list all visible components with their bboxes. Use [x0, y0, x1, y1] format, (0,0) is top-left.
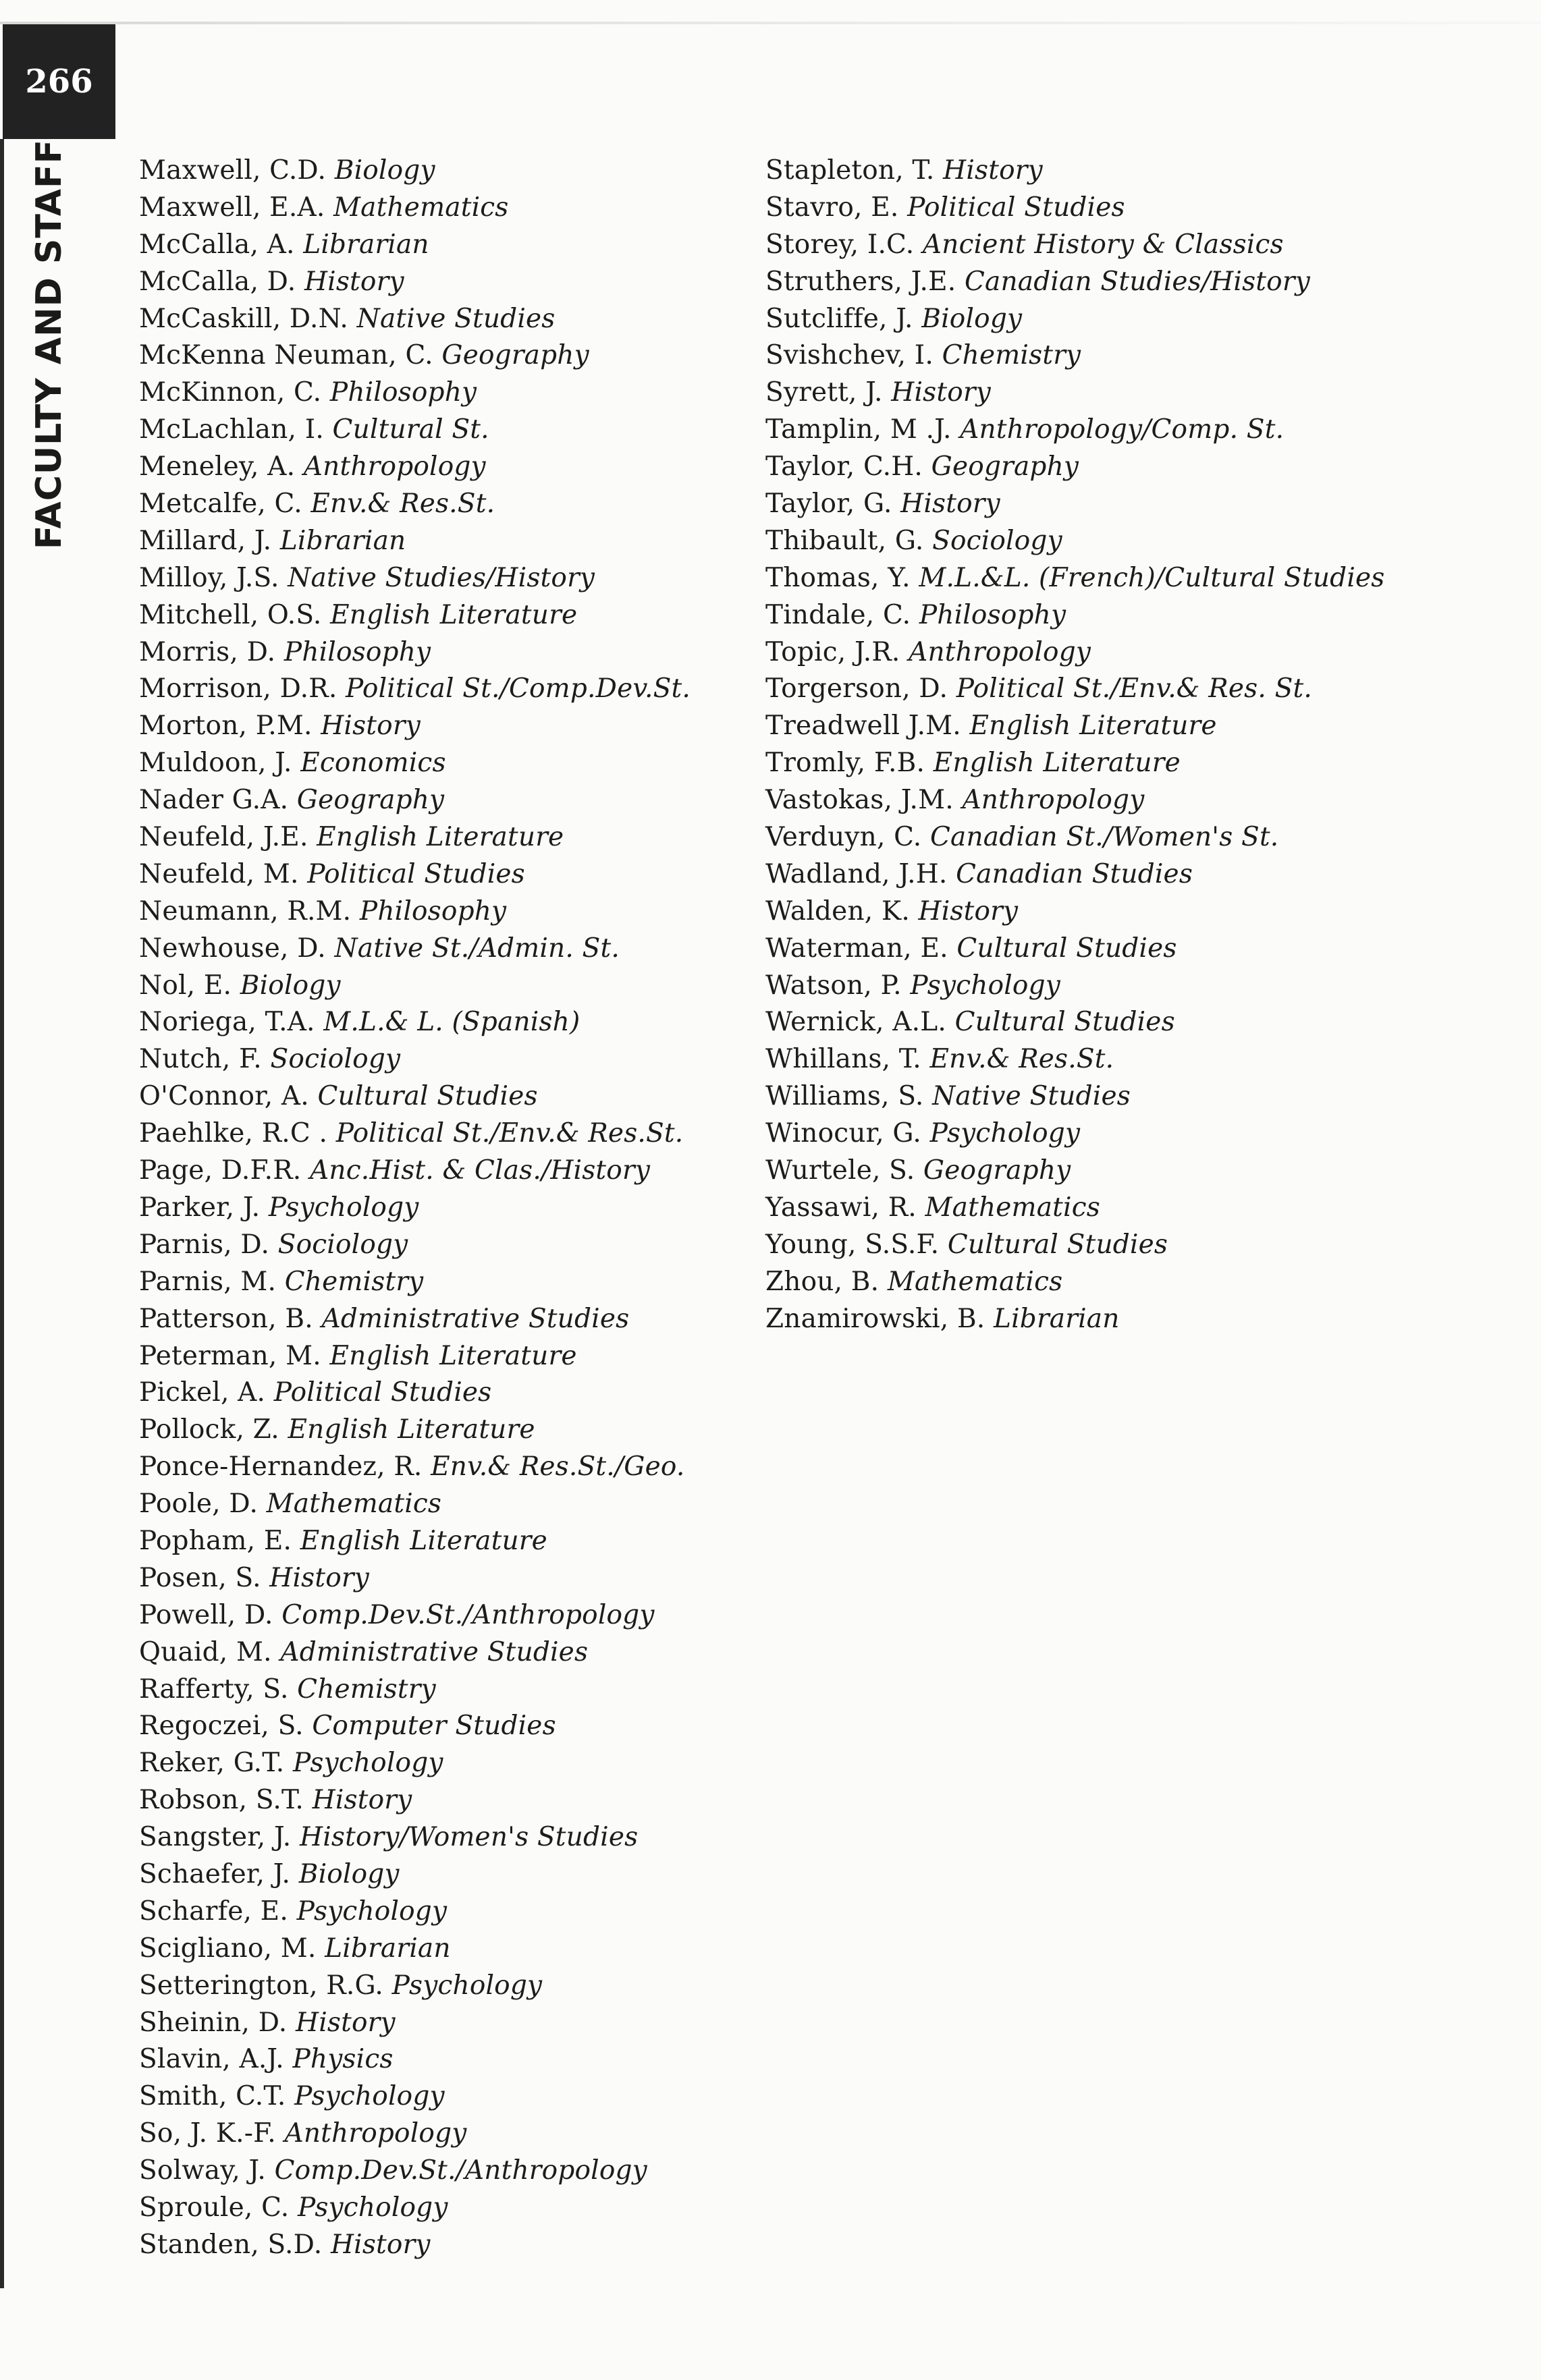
directory-entry	[139, 782, 747, 819]
entry-name: Pollock, Z.	[139, 1414, 279, 1445]
entry-name: Syrett, J.	[765, 377, 883, 408]
directory-entry	[765, 1115, 1440, 1153]
entry-name: Whillans, T.	[765, 1044, 921, 1075]
entry-name: Tindale, C.	[765, 599, 911, 630]
entry-name: Neufeld, M.	[139, 858, 299, 889]
directory-entry	[139, 1486, 747, 1523]
entry-department: Canadian Studies/History	[964, 266, 1310, 297]
entry-department: English Literature	[969, 711, 1217, 742]
directory-entry	[139, 2041, 747, 2078]
directory-entry	[765, 968, 1440, 1005]
entry-name: Wernick, A.L.	[765, 1007, 946, 1038]
entry-department: English Literature	[288, 1414, 535, 1445]
directory-entry	[139, 1708, 747, 1745]
directory-column-right	[765, 153, 1440, 1338]
entry-name: Znamirowski, B.	[765, 1303, 985, 1334]
directory-entry	[139, 968, 747, 1005]
entry-name: Page, D.F.R.	[139, 1155, 302, 1186]
entry-name: Powell, D.	[139, 1599, 273, 1630]
directory-entry	[765, 264, 1440, 301]
entry-name: Solway, J.	[139, 2155, 266, 2186]
entry-name: Sheinin, D.	[139, 2007, 288, 2038]
directory-entry	[139, 1338, 747, 1375]
entry-name: McCaskill, D.N.	[139, 303, 349, 334]
entry-department: Psychology	[297, 2192, 448, 2223]
entry-name: Storey, I.C.	[765, 229, 915, 260]
entry-department: Native Studies/History	[288, 562, 595, 593]
directory-entry	[765, 1078, 1440, 1115]
directory-entry	[139, 523, 747, 560]
entry-name: Wurtele, S.	[765, 1155, 915, 1186]
entry-name: Smith, C.T.	[139, 2081, 286, 2112]
entry-department: M.L.&L. (French)/Cultural Studies	[919, 562, 1385, 593]
entry-name: Vastokas, J.M.	[765, 785, 954, 816]
directory-entry	[139, 1671, 747, 1709]
directory-entry	[139, 264, 747, 301]
directory-entry	[765, 190, 1440, 227]
entry-name: McKenna Neuman, C.	[139, 340, 433, 371]
entry-name: Robson, S.T.	[139, 1785, 304, 1816]
page-number: 266	[25, 63, 93, 101]
directory-entry	[765, 375, 1440, 412]
entry-department: Anthropology	[962, 785, 1145, 816]
entry-name: Thomas, Y.	[765, 562, 911, 593]
entry-department: Librarian	[994, 1303, 1120, 1334]
entry-name: Parnis, D.	[139, 1229, 270, 1260]
entry-department: Geography	[441, 340, 589, 371]
section-side-label	[12, 138, 86, 550]
entry-name: Walden, K.	[765, 895, 910, 926]
directory-entry	[139, 449, 747, 486]
entry-name: Taylor, C.H.	[765, 451, 923, 482]
entry-department: Cultural Studies	[317, 1081, 538, 1112]
directory-entry	[765, 486, 1440, 523]
entry-name: Parker, J.	[139, 1192, 261, 1223]
page-number-tab	[3, 24, 115, 139]
entry-department: Biology	[921, 303, 1023, 334]
entry-name: Reker, G.T.	[139, 1748, 285, 1779]
entry-name: Noriega, T.A.	[139, 1007, 315, 1038]
entry-department: History	[330, 2229, 431, 2260]
entry-name: Parnis, M.	[139, 1266, 277, 1297]
entry-department: Mathematics	[266, 1489, 442, 1520]
entry-department: History	[321, 711, 421, 742]
entry-name: Wadland, J.H.	[765, 858, 948, 889]
directory-entry	[765, 1004, 1440, 1041]
entry-name: Meneley, A.	[139, 451, 296, 482]
directory-entry	[765, 449, 1440, 486]
entry-name: Topic, J.R.	[765, 636, 900, 667]
entry-department: Political Studies	[307, 858, 525, 889]
directory-entry	[139, 1819, 747, 1856]
entry-department: Cultural St.	[332, 414, 489, 445]
entry-department: Physics	[292, 2044, 394, 2075]
directory-entry	[139, 337, 747, 375]
entry-name: Struthers, J.E.	[765, 266, 956, 297]
entry-name: Neufeld, J.E.	[139, 822, 308, 853]
entry-department: Anthropology	[303, 451, 486, 482]
directory-entry	[765, 931, 1440, 968]
entry-department: Librarian	[279, 525, 406, 556]
directory-entry	[765, 819, 1440, 856]
entry-department: M.L.& L. (Spanish)	[323, 1007, 580, 1038]
entry-name: Tamplin, M .J.	[765, 414, 952, 445]
directory-entry	[139, 1597, 747, 1634]
directory-entry	[139, 2005, 747, 2042]
directory-entry	[139, 1449, 747, 1486]
entry-department: Computer Studies	[312, 1711, 556, 1742]
entry-department: Canadian Studies	[956, 858, 1193, 889]
entry-name: Sutcliffe, J.	[765, 303, 913, 334]
entry-name: Patterson, B.	[139, 1303, 313, 1334]
entry-name: Newhouse, D.	[139, 933, 326, 964]
entry-department: English Literature	[300, 1525, 547, 1556]
entry-name: Quaid, M.	[139, 1636, 272, 1667]
entry-name: Peterman, M.	[139, 1340, 321, 1371]
directory-entry	[765, 634, 1440, 671]
directory-entry	[139, 190, 747, 227]
directory-entry	[765, 745, 1440, 782]
entry-department: Anc.Hist. & Clas./History	[310, 1155, 651, 1186]
entry-name: Regoczei, S.	[139, 1711, 304, 1742]
entry-name: Muldoon, J.	[139, 748, 292, 779]
directory-entry	[765, 708, 1440, 745]
entry-department: History	[312, 1785, 412, 1816]
entry-name: Rafferty, S.	[139, 1673, 289, 1705]
directory-entry	[139, 560, 747, 597]
entry-department: History	[304, 266, 404, 297]
entry-name: Ponce-Hernandez, R.	[139, 1451, 423, 1483]
directory-entry	[139, 1375, 747, 1412]
directory-entry	[765, 1264, 1440, 1301]
entry-department: Mathematics	[887, 1266, 1063, 1297]
entry-name: Stavro, E.	[765, 192, 899, 223]
directory-entry	[139, 1190, 747, 1227]
entry-department: History	[295, 2007, 396, 2038]
directory-entry	[139, 486, 747, 523]
entry-department: Anthropology	[909, 636, 1091, 667]
entry-name: Metcalfe, C.	[139, 489, 302, 520]
entry-name: Scigliano, M.	[139, 1933, 317, 1964]
entry-department: History	[918, 895, 1019, 926]
directory-entry	[765, 597, 1440, 634]
entry-name: Poole, D.	[139, 1489, 259, 1520]
entry-department: Philosophy	[359, 895, 507, 926]
entry-department: Psychology	[268, 1192, 419, 1223]
entry-name: Watson, P.	[765, 970, 902, 1001]
directory-entry	[765, 1153, 1440, 1190]
entry-name: Maxwell, E.A.	[139, 192, 325, 223]
entry-department: Env.& Res.St.	[929, 1044, 1114, 1075]
entry-department: Mathematics	[333, 192, 509, 223]
entry-name: Zhou, B.	[765, 1266, 880, 1297]
directory-entry	[139, 1523, 747, 1560]
entry-department: Philosophy	[919, 599, 1066, 630]
entry-name: Standen, S.D.	[139, 2229, 323, 2260]
directory-entry	[139, 1004, 747, 1041]
entry-department: Biology	[334, 155, 435, 186]
entry-name: Svishchev, I.	[765, 340, 934, 371]
entry-name: Schaefer, J.	[139, 1858, 291, 1889]
entry-department: Anthropology	[284, 2118, 467, 2149]
directory-entry	[139, 2115, 747, 2153]
directory-entry	[139, 671, 747, 708]
entry-department: Canadian St./Women's St.	[930, 822, 1279, 853]
entry-name: Morton, P.M.	[139, 711, 313, 742]
entry-name: Nol, E.	[139, 970, 232, 1001]
entry-department: Geography	[923, 1155, 1071, 1186]
entry-name: O'Connor, A.	[139, 1081, 309, 1112]
section-label-text: FACULTY AND STAFF	[29, 138, 70, 550]
directory-entry	[139, 227, 747, 264]
entry-department: History	[891, 377, 991, 408]
entry-name: So, J. K.-F.	[139, 2118, 276, 2149]
directory-entry	[139, 1227, 747, 1264]
entry-department: Psychology	[910, 970, 1061, 1001]
entry-department: History	[900, 489, 1000, 520]
entry-department: Sociology	[277, 1229, 408, 1260]
entry-department: Comp.Dev.St./Anthropology	[281, 1599, 655, 1630]
entry-department: Chemistry	[942, 340, 1081, 371]
entry-name: McLachlan, I.	[139, 414, 324, 445]
entry-name: McKinnon, C.	[139, 377, 322, 408]
entry-department: Administrative Studies	[321, 1303, 630, 1334]
entry-name: Waterman, E.	[765, 933, 948, 964]
directory-entry	[139, 1078, 747, 1115]
directory-entry	[765, 671, 1440, 708]
directory-entry	[139, 745, 747, 782]
entry-name: Treadwell J.M.	[765, 711, 961, 742]
entry-department: English Literature	[329, 1340, 577, 1371]
entry-name: Paehlke, R.C .	[139, 1118, 328, 1149]
entry-name: Neumann, R.M.	[139, 895, 352, 926]
entry-department: Political St./Env.& Res. St.	[956, 673, 1312, 704]
directory-entry	[765, 1301, 1440, 1338]
entry-department: Biology	[298, 1858, 400, 1889]
entry-department: Cultural Studies	[954, 1007, 1175, 1038]
directory-entry	[139, 412, 747, 449]
entry-name: Millard, J.	[139, 525, 272, 556]
entry-name: Posen, S.	[139, 1562, 261, 1593]
entry-department: Philosophy	[329, 377, 477, 408]
directory-entry	[139, 1856, 747, 1893]
directory-entry	[765, 560, 1440, 597]
directory-entry	[765, 523, 1440, 560]
directory-entry	[765, 227, 1440, 264]
entry-department: English Literature	[330, 599, 578, 630]
directory-entry	[139, 1893, 747, 1931]
entry-department: Political St./Comp.Dev.St.	[346, 673, 691, 704]
directory-entry	[139, 2153, 747, 2190]
directory-entry	[139, 375, 747, 412]
entry-department: Native Studies	[932, 1081, 1131, 1112]
entry-department: Cultural Studies	[956, 933, 1177, 964]
directory-entry	[139, 1634, 747, 1671]
entry-department: Cultural Studies	[947, 1229, 1168, 1260]
entry-name: Williams, S.	[765, 1081, 924, 1112]
entry-name: Morris, D.	[139, 636, 276, 667]
entry-name: Nader G.A.	[139, 785, 289, 816]
directory-entry	[139, 819, 747, 856]
entry-name: Torgerson, D.	[765, 673, 948, 704]
entry-name: Maxwell, C.D.	[139, 155, 327, 186]
directory-entry	[765, 153, 1440, 190]
entry-name: Stapleton, T.	[765, 155, 935, 186]
entry-department: Env.& Res.St./Geo.	[431, 1451, 685, 1483]
entry-department: Psychology	[294, 2081, 445, 2112]
directory-entry	[139, 931, 747, 968]
entry-department: Political Studies	[907, 192, 1125, 223]
entry-name: Setterington, R.G.	[139, 1970, 384, 2001]
entry-department: Psychology	[296, 1895, 448, 1927]
entry-name: Popham, E.	[139, 1525, 292, 1556]
entry-department: Political Studies	[273, 1377, 492, 1408]
entry-department: Philosophy	[283, 636, 431, 667]
directory-entry	[139, 1931, 747, 1968]
directory-entry	[765, 1227, 1440, 1264]
entry-name: Yassawi, R.	[765, 1192, 917, 1223]
entry-name: McCalla, A.	[139, 229, 295, 260]
entry-department: Chemistry	[297, 1673, 436, 1705]
entry-department: Native St./Admin. St.	[334, 933, 620, 964]
entry-department: Env.& Res.St.	[310, 489, 495, 520]
entry-name: Mitchell, O.S.	[139, 599, 322, 630]
entry-name: Verduyn, C.	[765, 822, 922, 853]
entry-department: Geography	[296, 785, 445, 816]
directory-entry	[765, 1190, 1440, 1227]
directory-column-left	[139, 153, 747, 2264]
entry-department: Ancient History & Classics	[922, 229, 1284, 260]
entry-department: History	[269, 1562, 370, 1593]
entry-name: Slavin, A.J.	[139, 2044, 284, 2075]
directory-entry	[139, 1301, 747, 1338]
directory-entry	[765, 782, 1440, 819]
directory-entry	[765, 412, 1440, 449]
directory-entry	[139, 1560, 747, 1597]
directory-entry	[139, 708, 747, 745]
entry-department: Psychology	[391, 1970, 543, 2001]
entry-department: Chemistry	[284, 1266, 424, 1297]
sidebar-rule	[0, 139, 4, 2288]
directory-entry	[139, 2078, 747, 2115]
entry-department: Anthropology/Comp. St.	[960, 414, 1285, 445]
entry-name: Thibault, G.	[765, 525, 924, 556]
entry-department: English Literature	[317, 822, 564, 853]
entry-name: Taylor, G.	[765, 489, 892, 520]
entry-department: Administrative Studies	[280, 1636, 589, 1667]
directory-entry	[139, 856, 747, 893]
directory-entry	[139, 2227, 747, 2264]
directory-entry	[765, 893, 1440, 931]
directory-entry	[139, 1968, 747, 2005]
entry-department: Biology	[240, 970, 341, 1001]
entry-department: Psychology	[929, 1118, 1081, 1149]
entry-name: McCalla, D.	[139, 266, 296, 297]
top-rule	[0, 22, 1541, 24]
directory-entry	[139, 153, 747, 190]
entry-name: Young, S.S.F.	[765, 1229, 940, 1260]
directory-entry	[139, 1745, 747, 1782]
directory-entry	[139, 1041, 747, 1078]
directory-entry	[139, 634, 747, 671]
entry-name: Tromly, F.B.	[765, 748, 925, 779]
directory-entry	[139, 1115, 747, 1153]
directory-entry	[139, 301, 747, 338]
entry-name: Sproule, C.	[139, 2192, 290, 2223]
entry-name: Scharfe, E.	[139, 1895, 288, 1927]
directory-entry	[139, 1412, 747, 1449]
directory-entry	[139, 1264, 747, 1301]
entry-department: Native Studies	[356, 303, 556, 334]
entry-name: Pickel, A.	[139, 1377, 266, 1408]
entry-department: Political St./Env.& Res.St.	[335, 1118, 684, 1149]
entry-name: Sangster, J.	[139, 1822, 292, 1853]
entry-department: Librarian	[325, 1933, 451, 1964]
directory-entry	[139, 1782, 747, 1819]
entry-department: Geography	[931, 451, 1079, 482]
entry-name: Morrison, D.R.	[139, 673, 337, 704]
entry-department: Mathematics	[925, 1192, 1100, 1223]
directory-entry	[765, 301, 1440, 338]
directory-entry	[139, 597, 747, 634]
entry-department: Librarian	[303, 229, 429, 260]
entry-name: Milloy, J.S.	[139, 562, 279, 593]
entry-department: Comp.Dev.St./Anthropology	[274, 2155, 647, 2186]
directory-entry	[139, 893, 747, 931]
directory-entry	[765, 856, 1440, 893]
entry-name: Nutch, F.	[139, 1044, 262, 1075]
entry-department: Sociology	[932, 525, 1062, 556]
entry-name: Winocur, G.	[765, 1118, 921, 1149]
entry-department: English Literature	[933, 748, 1181, 779]
entry-department: History	[943, 155, 1043, 186]
directory-entry	[765, 1041, 1440, 1078]
directory-entry	[765, 337, 1440, 375]
entry-department: History/Women's Studies	[299, 1822, 639, 1853]
directory-entry	[139, 2190, 747, 2227]
entry-department: Sociology	[270, 1044, 401, 1075]
entry-department: Economics	[300, 748, 446, 779]
entry-department: Psychology	[292, 1748, 443, 1779]
directory-entry	[139, 1153, 747, 1190]
